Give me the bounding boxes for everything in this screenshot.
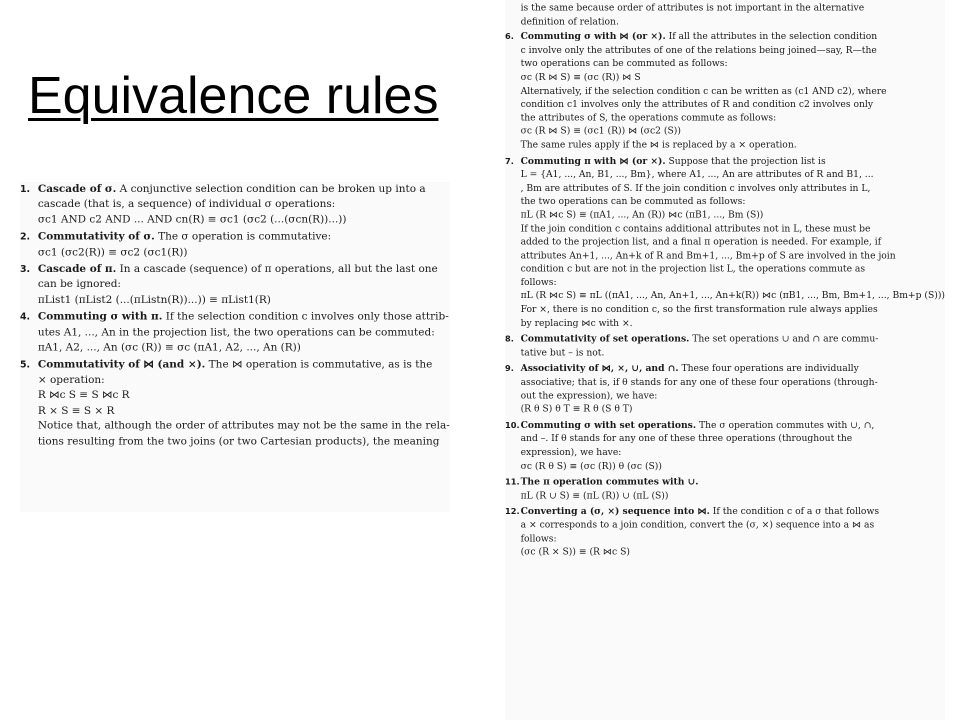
rule-body	[38, 230, 450, 261]
rule-first-line	[38, 358, 450, 373]
rule-formula: R × S ≡ S × R	[37, 404, 115, 417]
rule-heading: Commuting σ with π.	[37, 311, 163, 323]
rule-heading: Commuting σ with set operations.	[520, 420, 697, 431]
rule-formula: σc (R ⋈ S) ≡ (σc1 (R)) ⋈ (σc2 (S))	[520, 126, 681, 137]
rule-first-line	[521, 363, 945, 377]
rule-number: 6.	[505, 32, 514, 43]
scan-content	[20, 182, 450, 449]
rule-body	[38, 182, 450, 228]
rule-heading: Cascade of π.	[37, 263, 117, 276]
rule-note: If the join condition c contains additional attributes not in L, these must be	[520, 223, 871, 234]
rule-text-line: out the expression), we have:	[520, 390, 658, 401]
slide-title: Equivalence rules	[28, 67, 439, 125]
rule-formula: σc (R θ S) ≡ (σc (R)) θ (σc (S))	[520, 460, 662, 472]
rule-first-line	[521, 31, 945, 45]
continuation-line: is the same because order of attributes is not important in the alternative	[520, 2, 865, 14]
rule-first-line	[38, 262, 450, 277]
rule-text-line: × operation:	[37, 374, 105, 386]
rule-text: In a cascade (sequence) of π operations, all but the last one	[119, 263, 438, 276]
rule-body	[521, 476, 945, 503]
rule-note: by replacing ⋈c with ×.	[520, 317, 633, 329]
rule-heading: Converting a (σ, ×) sequence into ⋈.	[520, 506, 710, 517]
rule-number: 9.	[505, 364, 514, 374]
rule-formula: πL (R ∪ S) ≡ (πL (R)) ∪ (πL (S))	[520, 490, 669, 501]
rule-text-line: , Bm are attributes of S. If the join condition c involves only attributes in L,	[520, 182, 871, 194]
rule-note: follows:	[520, 277, 557, 288]
rule-body	[521, 333, 945, 360]
rule-body	[521, 31, 945, 153]
rule-item	[20, 358, 450, 450]
rule-body	[521, 506, 945, 560]
rule-heading: Commutativity of set operations.	[520, 333, 690, 345]
rule-item	[505, 31, 945, 153]
rule-note: attributes An+1, ..., An+k of R and Bm+1, ..., Bm+p of S are involved in the join	[520, 250, 896, 261]
rule-text: The ⋈ operation is commutative, as is the	[208, 358, 433, 371]
rule-formula: σc1 AND c2 AND ... AND cn(R) ≡ σc1 (σc2 (...(σcn(R))...))	[37, 213, 347, 226]
rule-formula: (R θ S) θ T ≡ R θ (S θ T)	[520, 404, 633, 415]
rule-text: The σ operation is commutative:	[158, 230, 332, 243]
page-edge	[946, 0, 960, 720]
rule-text-line: and –. If θ stands for any one of these three operations (throughout the	[520, 433, 853, 445]
rule-text-line: the two operations can be commuted as follows:	[520, 196, 746, 207]
rule-body	[521, 363, 945, 417]
scan-content	[505, 2, 945, 560]
rule-heading: Associativity of ⋈, ×, ∪, and ∩.	[520, 363, 679, 374]
rule-item	[505, 476, 945, 503]
rule-first-line	[521, 155, 945, 169]
rule-note: The same rules apply if the ⋈ is replaced by a × operation.	[520, 139, 797, 151]
rule-text-line: can be ignored:	[37, 278, 121, 291]
rule-formula: πA1, A2, ..., An (σc (R)) ≡ σc (πA1, A2, ..., An (R))	[37, 341, 301, 354]
rule-number: 8.	[505, 334, 514, 345]
rule-text-line: c involve only the attributes of one of the relations being joined—say, R—the	[520, 45, 877, 56]
rule-text-line: L = {A1, ..., An, B1, ..., Bm}, where A1, ..., An are attributes of R and B1, ...	[520, 169, 874, 180]
rule-number: 1.	[20, 183, 31, 195]
rule-formula: πL (R ⋈c S) ≡ πL ((πA1, ..., An, An+1, ..., An+k(R)) ⋈c (πB1, ..., Bm, Bm+1, ..., Bm+p (S)))	[520, 290, 945, 302]
rule-heading: Cascade of σ.	[37, 182, 117, 195]
rule-text-line: two operations can be commuted as follows:	[520, 58, 728, 70]
rule-item	[505, 363, 945, 417]
rule-number: 2.	[20, 231, 31, 243]
rule-text: Suppose that the projection list is	[668, 155, 826, 167]
rule-note: tions resulting from the two joins (or two Cartesian products), the meaning	[37, 435, 440, 448]
rule-text-line: tative but – is not.	[520, 347, 605, 358]
rule-note: condition c but are not in the projection list L, the operations commute as	[520, 263, 866, 275]
rule-text: These four operations are individually	[681, 363, 859, 374]
rule-text: The σ operation commutes with ∪, ∩,	[698, 420, 875, 431]
rule-number: 11.	[505, 477, 520, 488]
rule-heading: Commuting π with ⋈ (or ×).	[520, 155, 666, 167]
rules-scan-right	[505, 0, 945, 720]
rule-number: 3.	[20, 264, 31, 276]
rule-first-line	[38, 230, 450, 245]
continuation-text	[505, 2, 945, 29]
continuation-line: definition of relation.	[520, 16, 619, 27]
rule-body	[38, 310, 450, 356]
rule-text: If all the attributes in the selection condition	[668, 31, 878, 43]
rule-text-line: follows:	[520, 533, 557, 544]
rule-item	[505, 506, 945, 560]
rule-formula: πList1 (πList2 (...(πListn(R))...)) ≡ πList1(R)	[37, 293, 271, 306]
rule-body	[38, 262, 450, 308]
rule-text-line: expression), we have:	[520, 447, 622, 458]
rule-first-line	[521, 333, 945, 347]
rule-first-line	[521, 506, 945, 520]
rule-body	[38, 358, 450, 450]
rule-first-line	[38, 310, 450, 325]
rules-scan-left	[20, 182, 450, 512]
rule-heading: Commutativity of ⋈ (and ×).	[37, 358, 206, 371]
rule-note: the attributes of S, the operations commute as follows:	[520, 112, 777, 124]
rule-formula: σc1 (σc2(R)) ≡ σc2 (σc1(R))	[37, 246, 188, 258]
rule-text-line: cascade (that is, a sequence) of individual σ operations:	[37, 198, 336, 211]
rule-number: 10.	[505, 421, 520, 431]
rule-formula: σc (R ⋈ S) ≡ (σc (R)) ⋈ S	[520, 72, 641, 83]
rule-first-line	[521, 419, 945, 433]
rule-note: Notice that, although the order of attributes may not be the same in the rela-	[37, 419, 450, 432]
rule-heading: Commuting σ with ⋈ (or ×).	[520, 31, 666, 43]
rule-body	[521, 155, 945, 331]
rule-item	[505, 419, 945, 473]
rule-item	[505, 155, 945, 331]
rule-heading: The π operation commutes with ∪.	[520, 476, 699, 488]
rule-formula: (σc (R × S)) ≡ (R ⋈c S)	[520, 546, 630, 558]
rule-text: A conjunctive selection condition can be broken up into a	[119, 182, 426, 195]
rule-item	[20, 230, 450, 261]
rule-note: For ×, there is no condition c, so the first transformation rule always applies	[520, 304, 878, 315]
rule-first-line	[521, 476, 945, 490]
rule-item	[20, 182, 450, 228]
rule-note: Alternatively, if the selection condition c can be written as (c1 AND c2), where	[520, 85, 887, 97]
rule-text-line: associative; that is, if θ stands for any one of these four operations (through-	[520, 377, 878, 388]
rule-number: 7.	[505, 156, 514, 167]
rule-body	[521, 419, 945, 473]
rule-text-line: a × corresponds to a join condition, convert the (σ, ×) sequence into a ⋈ as	[520, 519, 875, 531]
rule-number: 12.	[505, 507, 520, 517]
rule-heading: Commutativity of σ.	[37, 230, 155, 243]
rule-text-line: utes A1, ..., An in the projection list, the two operations can be commuted:	[37, 326, 435, 339]
rule-text: If the condition c of a σ that follows	[712, 506, 880, 517]
rule-number: 5.	[20, 359, 31, 371]
rule-item	[20, 262, 450, 308]
rule-text: If the selection condition c involves only those attrib-	[165, 311, 449, 323]
rule-formula: πL (R ⋈c S) ≡ (πA1, ..., An (R)) ⋈c (πB1, ..., Bm (S))	[520, 209, 764, 221]
rule-note: condition c1 involves only the attributes of R and condition c2 involves only	[520, 99, 874, 110]
rule-formula: R ⋈c S ≡ S ⋈c R	[37, 389, 130, 402]
rule-item	[20, 310, 450, 356]
rule-item	[505, 333, 945, 360]
rule-first-line	[38, 182, 450, 197]
rule-number: 4.	[20, 312, 31, 323]
rule-text: The set operations ∪ and ∩ are commu-	[692, 333, 879, 345]
rule-note: added to the projection list, and a final π operation is needed. For example, if	[520, 236, 882, 248]
